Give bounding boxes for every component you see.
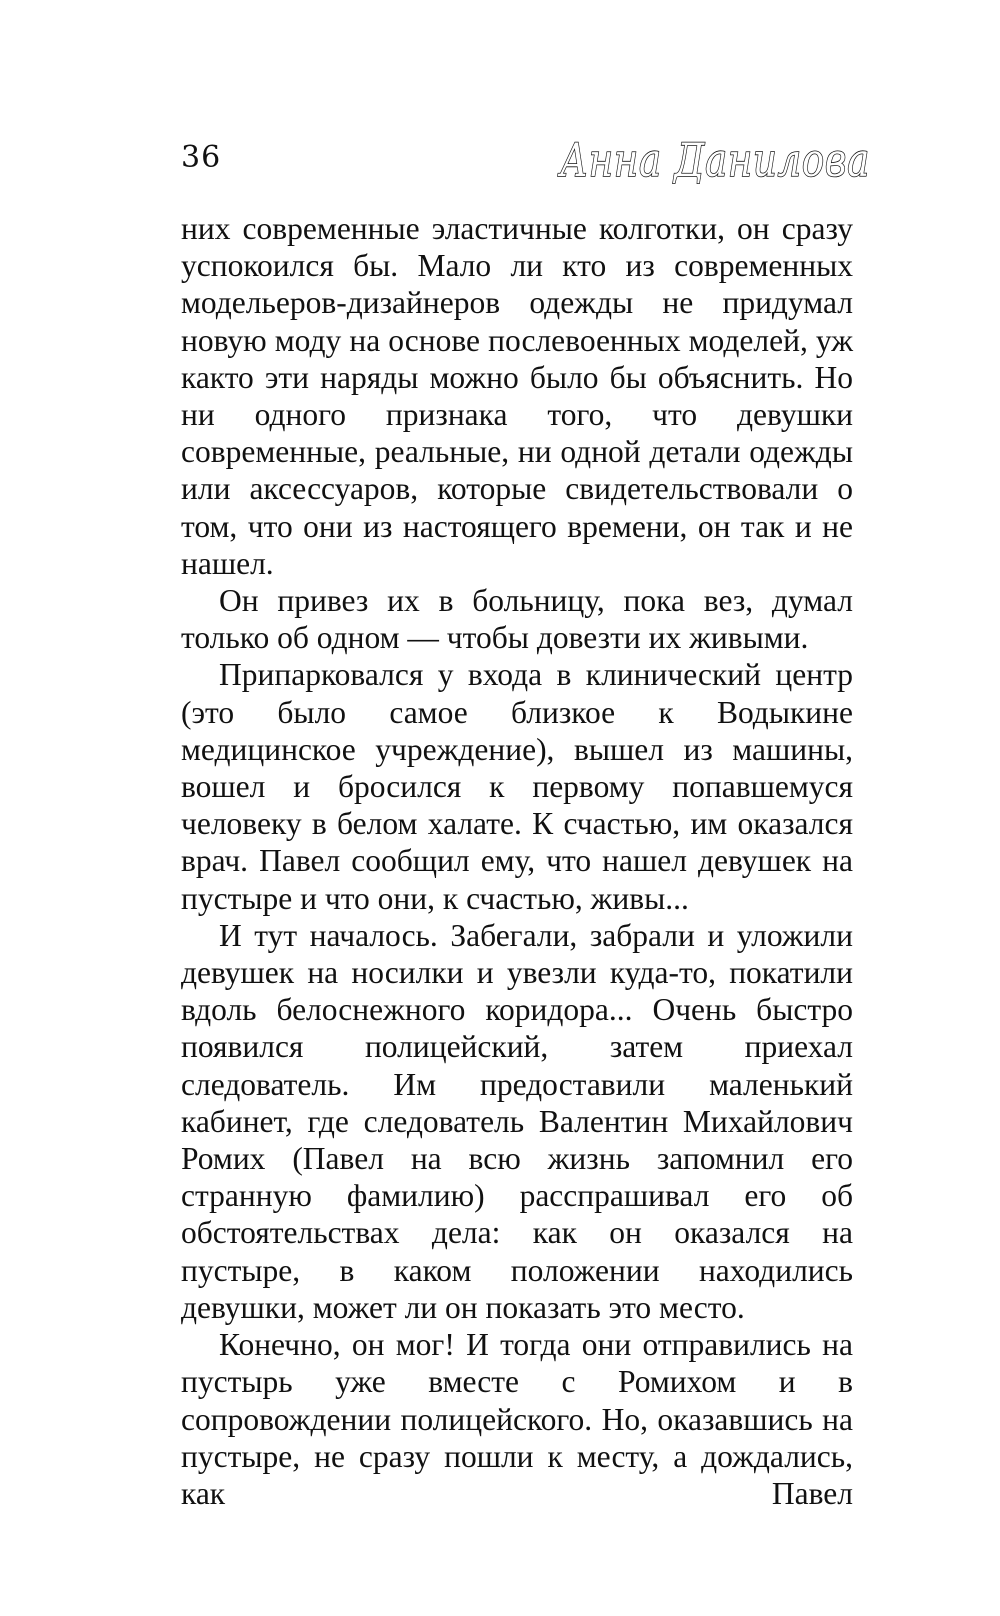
page-number: 36 — [181, 140, 222, 175]
author-logo — [556, 118, 876, 198]
paragraph: Конечно, он мог! И тогда они отправились на пустырь уже вместе с Ромихом и в сопровождении полицейского. Но, оказавшись на пустыре, не сразу пошли к месту, а дождались, как Павел — [181, 1327, 853, 1511]
paragraph: них современные эластичные колготки, он сразу успокоился бы. Мало ли кто из современных модельеров-дизайнеров одежды не придумал новую моду на основе послевоенных моделей, уж както эти наряды можно было бы объяснить. Но ни одного признака того, что девушки современные, реальные, ни одной детали одежды или аксессуаров, которые свидетельствовали о том, что они из настоящего времени, он так и не нашел. — [181, 211, 853, 581]
text-body — [181, 210, 853, 1512]
paragraph: И тут началось. Забегали, забрали и уложили девушек на носилки и увезли куда-то, покатили вдоль белоснежного коридора... Очень быстро появился полицейский, затем приехал следователь. Им предоставили маленький кабинет, где следователь Валентин Михайлович Ромих (Павел на всю жизнь запомнил его странную фамилию) расспрашивал его об обстоятельствах дела: как он оказался на пустыре, в каком положении находились девушки, может ли он показать это место. — [181, 917, 853, 1325]
paragraph: Он привез их в больницу, пока вез, думал только об одном — чтобы довезти их живыми. — [181, 583, 853, 656]
paragraph: Припарковался у входа в клинический центр (это было самое близкое к Водыкине медицинское учреждение), вышел из машины, вошел и бросился к первому попавшемуся человеку в белом халате. К счастью, им оказался врач. Павел сообщил ему, что нашел девушек на пустыре и что они, к счастью, живы... — [181, 657, 853, 916]
author-logo-text: Анна Данилова — [557, 133, 870, 187]
